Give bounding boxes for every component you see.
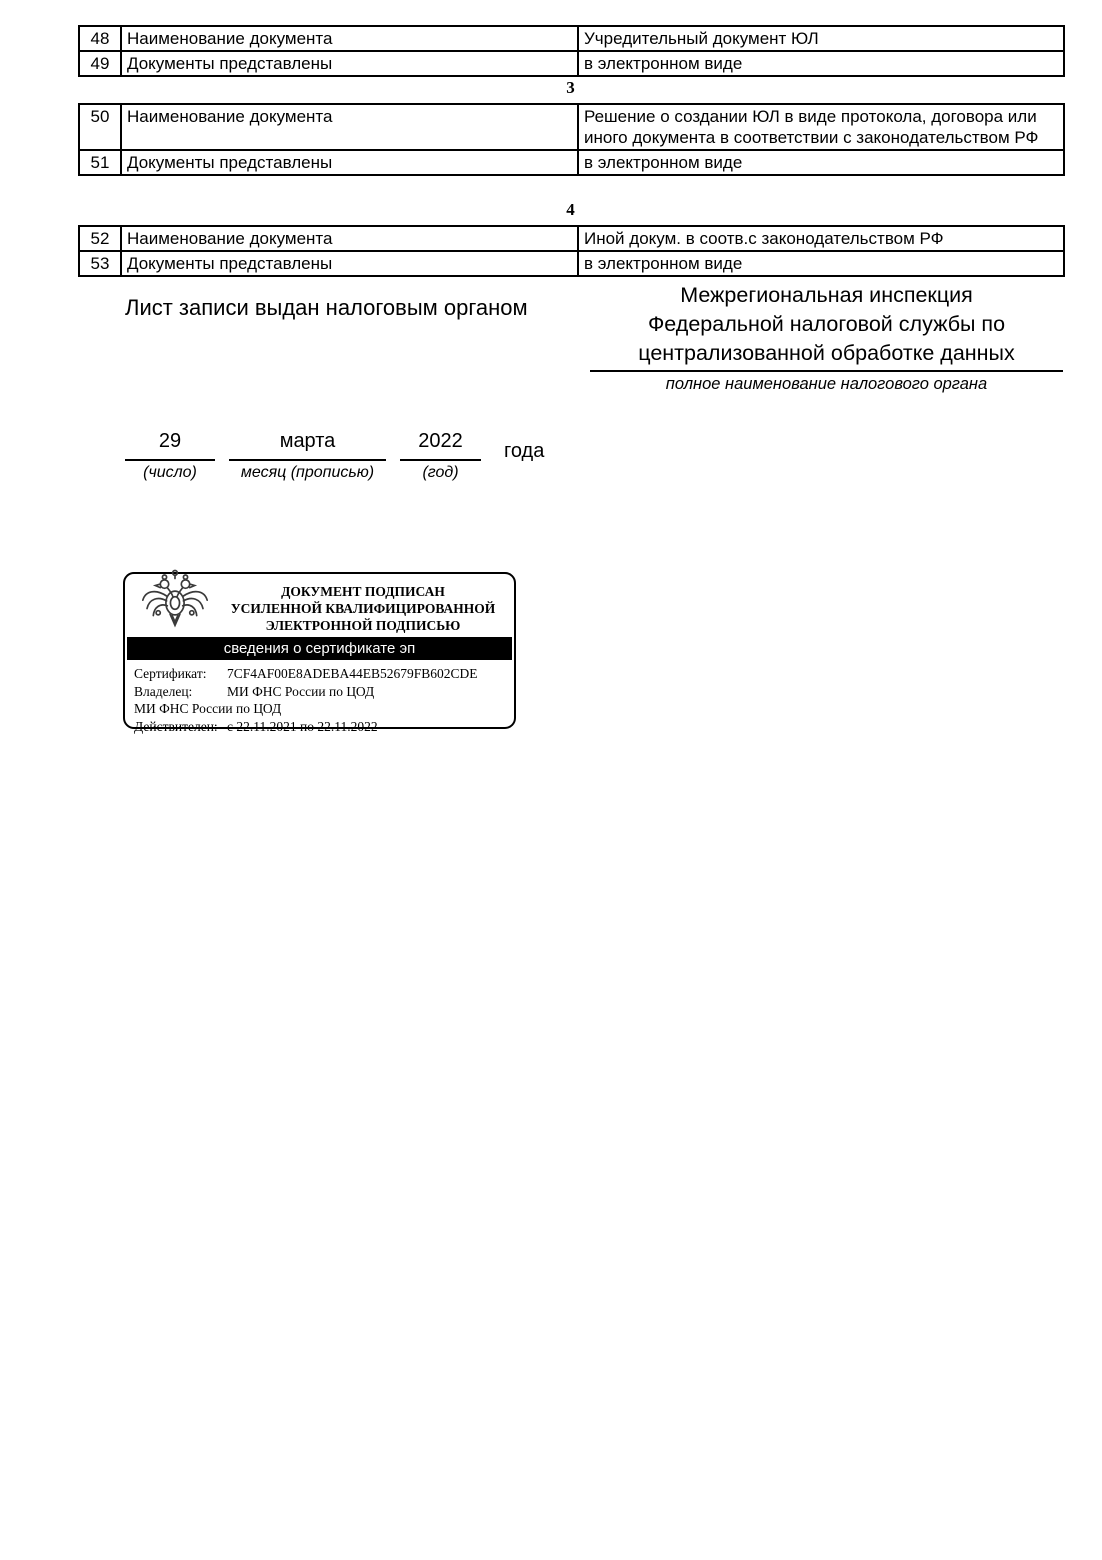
row-number: 49: [79, 51, 121, 76]
stamp-title: [219, 574, 507, 637]
row-label: Наименование документа: [121, 26, 578, 51]
table-row: [79, 251, 1064, 276]
row-value: в электронном виде: [578, 150, 1064, 175]
table-row: [79, 51, 1064, 76]
tax-authority-block: [590, 281, 1063, 394]
stamp-title-line: ЭЛЕКТРОННОЙ ПОДПИСЬЮ: [265, 618, 461, 633]
document-table-48-49: [78, 25, 1065, 77]
signature-stamp: [123, 572, 516, 734]
validity-label: Действителен:: [134, 718, 218, 734]
page-number: 4: [566, 200, 575, 219]
certificate-details: [125, 660, 514, 735]
date-year-value: 2022: [400, 425, 481, 461]
row-label: Наименование документа: [121, 104, 578, 150]
row-value: Иной докум. в соотв.с законодательством РФ: [578, 226, 1064, 251]
organization-row: [134, 700, 508, 718]
validity-value: с 22.11.2021 по 22.11.2022: [227, 718, 378, 734]
row-number: 50: [79, 104, 121, 150]
stamp-title-line: ДОКУМЕНТ ПОДПИСАН: [281, 584, 445, 599]
row-value: в электронном виде: [578, 51, 1064, 76]
row-number: 51: [79, 150, 121, 175]
authority-caption: полное наименование налогового органа: [665, 375, 988, 393]
row-number: 48: [79, 26, 121, 51]
authority-name-line: Межрегиональная инспекция: [680, 283, 973, 307]
stamp-title-line: УСИЛЕННОЙ КВАЛИФИЦИРОВАННОЙ: [230, 601, 496, 616]
table-row: [79, 150, 1064, 175]
date-day-caption: (число): [143, 464, 197, 481]
authority-name-line: Федеральной налоговой службы по: [647, 312, 1006, 336]
row-value: в электронном виде: [578, 251, 1064, 276]
table-row: [79, 226, 1064, 251]
date-year-caption: (год): [422, 464, 459, 481]
page-number: 3: [566, 78, 575, 97]
row-value: Решение о создании ЮЛ в виде протокола, договора или иного документа в соответствии с законодательством РФ: [578, 104, 1064, 150]
row-number: 53: [79, 251, 121, 276]
certificate-info-bar: сведения о сертификате эп: [127, 637, 512, 660]
certificate-label: Сертификат:: [134, 666, 207, 681]
owner-label: Владелец:: [134, 683, 193, 699]
table-row: [79, 104, 1064, 150]
document-table-50-51: [78, 103, 1065, 176]
authority-name-line: централизованной обработке данных: [638, 341, 1015, 365]
validity-row: [134, 718, 508, 736]
date-year-suffix: года: [504, 440, 545, 462]
table-row: [79, 26, 1064, 51]
date-year-field: [400, 425, 481, 482]
tax-authority-name: [590, 281, 1063, 372]
certificate-number-row: [134, 665, 508, 683]
row-label: Наименование документа: [121, 226, 578, 251]
row-label: Документы представлены: [121, 251, 578, 276]
row-label: Документы представлены: [121, 150, 578, 175]
date-month-caption: месяц (прописью): [240, 464, 375, 481]
date-day-value: 29: [125, 425, 215, 461]
owner-value: МИ ФНС России по ЦОД: [227, 683, 375, 699]
row-value: Учредительный документ ЮЛ: [578, 26, 1064, 51]
certificate-value: 7CF4AF00E8ADEBA44EB52679FB602CDE: [227, 666, 478, 681]
row-label: Документы представлены: [121, 51, 578, 76]
date-section: [125, 425, 544, 482]
date-day-field: [125, 425, 215, 482]
issued-by-text: Лист записи выдан налоговым органом: [125, 295, 528, 320]
organization-value: МИ ФНС России по ЦОД: [134, 701, 282, 716]
row-number: 52: [79, 226, 121, 251]
owner-row: [134, 683, 508, 701]
date-month-field: [229, 425, 386, 482]
russian-coat-of-arms-icon: [133, 568, 217, 638]
date-month-value: марта: [229, 425, 386, 461]
document-table-52-53: [78, 225, 1065, 277]
